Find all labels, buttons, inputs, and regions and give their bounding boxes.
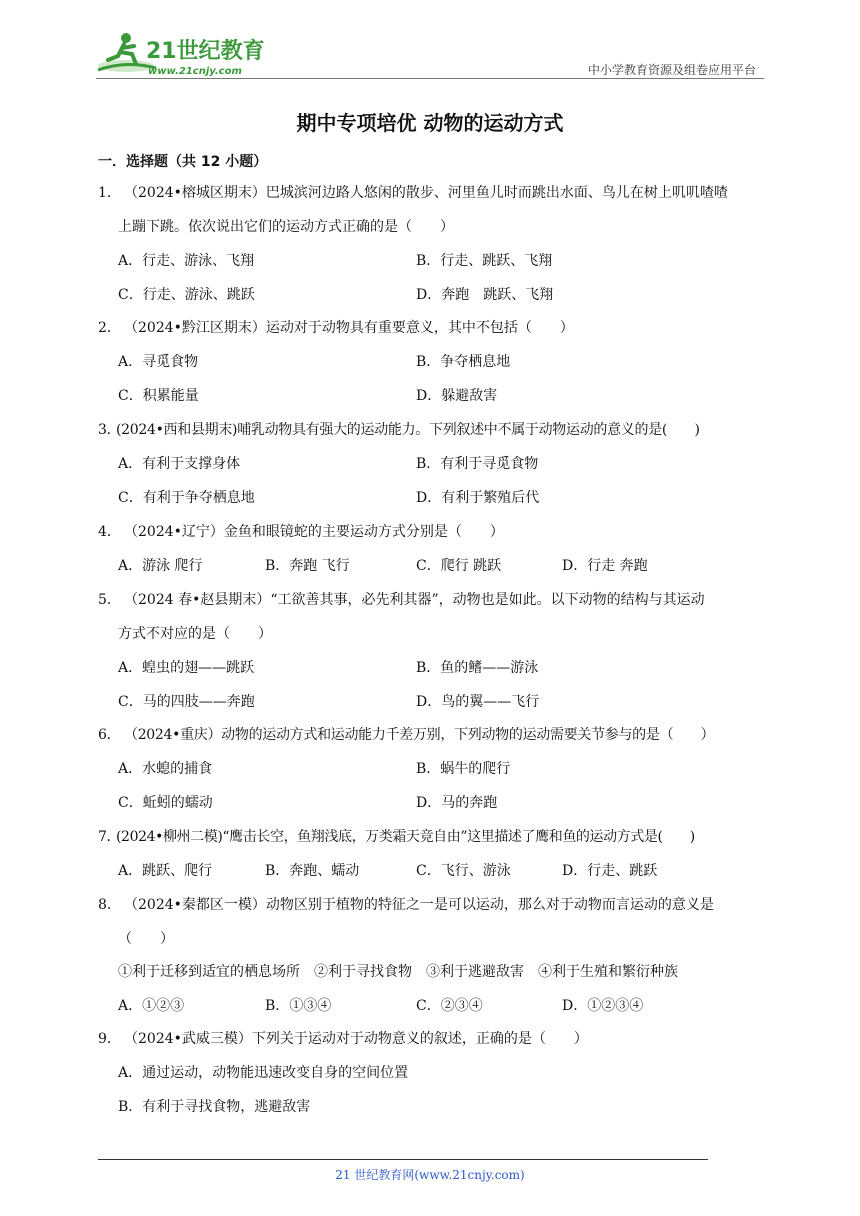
question-text: (2024•柳州二模)“鹰击长空，鱼翔浅底，万类霜天竞自由”这里描述了鹰和鱼的运动方式是( ): [116, 829, 695, 845]
option-d[interactable]: D．行走 奔跑: [562, 558, 648, 574]
question-number: 3．: [98, 422, 121, 438]
option-d[interactable]: D．鸟的翼——飞行: [416, 694, 540, 710]
question-6: [98, 718, 766, 752]
question-text: （2024•辽宁）金鱼和眼镜蛇的主要运动方式分别是（ ）: [124, 524, 504, 540]
option-d[interactable]: D．①②③④: [562, 998, 644, 1014]
question-4: [98, 515, 766, 549]
option-c[interactable]: C．马的四肢——奔跑: [118, 694, 255, 710]
option-a[interactable]: A．水螅的捕食: [118, 761, 213, 777]
question-number: 6．: [98, 727, 121, 743]
question-text: （2024•黔江区期末）运动对于动物具有重要意义，其中不包括（ ）: [124, 320, 574, 336]
option-b[interactable]: B．蜗牛的爬行: [416, 761, 511, 777]
platform-name: 中小学教育资源及组卷应用平台: [587, 63, 756, 77]
question-number: 1．: [98, 185, 121, 201]
option-b[interactable]: B．①③④: [265, 998, 332, 1014]
question-text: （2024•武威三模）下列关于运动对于动物意义的叙述，正确的是（ ）: [124, 1031, 588, 1047]
question-5: [98, 583, 766, 617]
question-number: 9．: [98, 1031, 121, 1047]
option-a[interactable]: A．跳跃、爬行: [118, 863, 213, 879]
option-a[interactable]: A．①②③: [118, 998, 185, 1014]
option-a[interactable]: A．行走、游泳、飞翔: [118, 253, 255, 269]
question-number: 7．: [98, 829, 121, 845]
question-number: 2．: [98, 320, 121, 336]
option-d[interactable]: D．有利于繁殖后代: [416, 490, 540, 506]
page-header: [96, 30, 764, 80]
option-c[interactable]: C．有利于争夺栖息地: [118, 490, 255, 506]
question-text: (2024•西和县期末)哺乳动物具有强大的运动能力。下列叙述中不属于动物运动的意义的是( ): [116, 422, 700, 438]
option-c[interactable]: C．蚯蚓的蠕动: [118, 795, 213, 811]
logo-icon: [96, 30, 266, 78]
option-d[interactable]: D．躲避敌害: [416, 388, 498, 404]
option-c[interactable]: C．行走、游泳、跳跃: [118, 287, 255, 303]
question-text: （2024 春•赵县期末）“工欲善其事，必先利其器”，动物也是如此。以下动物的结构与其运动: [124, 592, 705, 608]
question-2: [98, 311, 766, 345]
question-text: （2024•重庆）动物的运动方式和运动能力千差万别，下列动物的运动需要关节参与的是（ ）: [124, 727, 715, 743]
option-a[interactable]: A．游泳 爬行: [118, 558, 203, 574]
logo-url: www.21cnjy.com: [148, 66, 242, 77]
option-a[interactable]: A．蝗虫的翅——跳跃: [118, 660, 255, 676]
section-heading: 一．选择题（共 12 小题）: [98, 154, 268, 170]
question-text-continued: 方式不对应的是（ ）: [118, 626, 272, 642]
option-b[interactable]: B．奔跑 飞行: [265, 558, 350, 574]
question-3: [98, 413, 766, 447]
option-b[interactable]: B．争夺栖息地: [416, 354, 511, 370]
page-title: 期中专项培优 动物的运动方式: [296, 111, 564, 135]
option-a[interactable]: A．寻觅食物: [118, 354, 199, 370]
option-a[interactable]: A．有利于支撑身体: [118, 456, 241, 472]
footer-divider: [98, 1159, 708, 1160]
option-b[interactable]: B．有利于寻找食物，逃避敌害: [118, 1099, 311, 1115]
option-d[interactable]: D．马的奔跑: [416, 795, 498, 811]
option-d[interactable]: D．奔跑 跳跃、飞翔: [416, 287, 554, 303]
option-b[interactable]: B．鱼的鳍——游泳: [416, 660, 539, 676]
question-statements: ①利于迁移到适宜的栖息场所 ②利于寻找食物 ③利于逃避敌害 ④利于生殖和繁衍种族: [118, 964, 678, 980]
logo-text: 21世纪教育: [146, 39, 265, 64]
option-d[interactable]: D．行走、跳跃: [562, 863, 658, 879]
option-b[interactable]: B．奔跑、蠕动: [265, 863, 360, 879]
question-1: [98, 176, 766, 210]
question-7: [98, 820, 766, 854]
question-text: （2024•榕城区期末）巴城滨河边路人悠闲的散步、河里鱼儿时而跳出水面、鸟儿在树上叽叽喳喳: [124, 185, 728, 201]
option-b[interactable]: B．行走、跳跃、飞翔: [416, 253, 553, 269]
question-number: 4．: [98, 524, 121, 540]
question-text: （2024•秦都区一模）动物区别于植物的特征之一是可以运动，那么对于动物而言运动的意义是: [124, 897, 714, 913]
option-c[interactable]: C．积累能量: [118, 388, 199, 404]
option-b[interactable]: B．有利于寻觅食物: [416, 456, 539, 472]
option-c[interactable]: C．飞行、游泳: [416, 863, 511, 879]
question-9: [98, 1022, 766, 1056]
option-c[interactable]: C．爬行 跳跃: [416, 558, 502, 574]
header-divider: [96, 78, 764, 79]
question-text-continued: 上蹦下跳。依次说出它们的运动方式正确的是（ ）: [118, 219, 454, 235]
option-c[interactable]: C．②③④: [416, 998, 483, 1014]
question-number: 5．: [98, 592, 121, 608]
footer-text[interactable]: 21 世纪教育网(www.21cnjy.com): [335, 1168, 525, 1182]
option-a[interactable]: A．通过运动，动物能迅速改变自身的空间位置: [118, 1065, 409, 1081]
question-text-continued: （ ）: [118, 931, 174, 947]
question-number: 8．: [98, 897, 121, 913]
question-8: [98, 888, 766, 922]
